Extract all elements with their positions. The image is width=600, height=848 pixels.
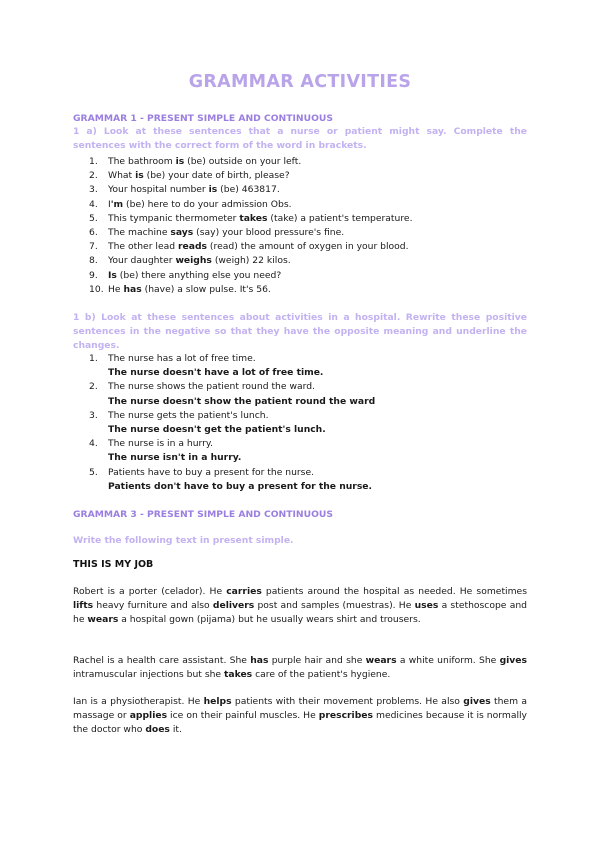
verb: does <box>145 724 170 736</box>
item-number: 3. <box>89 409 98 421</box>
item-text: I <box>108 198 111 210</box>
text-run: a stethoscope and he <box>73 600 527 626</box>
item-number: 5. <box>89 466 98 478</box>
list-item <box>73 183 533 197</box>
verb: wears <box>87 614 119 626</box>
verb: delivers <box>212 600 255 612</box>
item-text: The other lead <box>108 241 178 253</box>
item-answer: Patients don't have to buy a present for the nurse. <box>108 480 373 492</box>
item-text: Your daughter <box>108 255 176 267</box>
paragraph-ian <box>73 695 527 738</box>
verb: gives <box>463 696 491 707</box>
item-text: This tympanic thermometer <box>108 212 240 224</box>
item-text: (be) there anything else you need? <box>116 269 282 281</box>
text-run: purple hair and she <box>268 655 366 666</box>
item-text: (read) the amount of oxygen in your blood. <box>207 241 409 253</box>
item-number: 4. <box>89 438 98 450</box>
item-answer: Is <box>108 269 117 281</box>
list-item <box>73 169 533 183</box>
item-sentence: The nurse is in a hurry. <box>108 438 213 450</box>
item-answer: reads <box>178 241 208 253</box>
item-answer: The nurse doesn't have a lot of free time. <box>108 367 324 379</box>
item-text: The machine <box>108 227 171 239</box>
item-text: (be) 463817. <box>217 184 280 196</box>
text-run: post and samples (muestras). He <box>254 600 415 612</box>
item-sentence: The nurse has a lot of free time. <box>108 353 256 364</box>
item-answer: says <box>170 227 194 239</box>
grammar-3-heading: GRAMMAR 3 - PRESENT SIMPLE AND CONTINUOUS <box>73 509 333 520</box>
page-title: GRAMMAR ACTIVITIES <box>188 72 412 92</box>
item-answer: takes <box>239 212 268 224</box>
grammar-1b-list <box>73 352 533 494</box>
verb: gives <box>499 655 527 666</box>
verb: has <box>250 655 269 666</box>
item-number: 7. <box>89 241 98 253</box>
grammar-3-instruction: Write the following text in present simple. <box>73 535 294 546</box>
item-text: What <box>108 170 136 182</box>
item-sentence: Patients have to buy a present for the nurse. <box>108 466 315 478</box>
item-text: He <box>108 283 124 295</box>
item-text: (have) a slow pulse. It's 56. <box>141 283 271 295</box>
item-answer: The nurse doesn't show the patient round the ward <box>108 395 376 407</box>
list-item <box>73 155 533 169</box>
list-item <box>73 240 533 254</box>
item-answer: is <box>135 170 144 182</box>
item-number: 10. <box>89 283 104 295</box>
item-number: 9. <box>89 269 98 281</box>
verb: takes <box>224 669 253 681</box>
verb: applies <box>129 710 168 722</box>
item-sentence: The nurse gets the patient's lunch. <box>108 409 269 421</box>
item-answer: has <box>123 283 142 295</box>
item-text: The bathroom <box>108 156 176 167</box>
list-item <box>73 437 533 465</box>
list-item <box>73 226 533 240</box>
list-item <box>73 254 533 268</box>
text-run: them a massage or <box>73 696 528 722</box>
grammar-1b-instruction: 1 b) Look at these sentences about activities in a hospital. Rewrite these positive sentences in the negative so that they have the opposite meaning and underline the changes. <box>73 312 527 351</box>
verb: wears <box>365 655 397 666</box>
item-number: 3. <box>89 184 98 196</box>
list-item <box>73 198 533 212</box>
text-run: Ian is a physiotherapist. He <box>73 696 204 707</box>
item-number: 8. <box>89 255 98 267</box>
verb: prescribes <box>318 710 373 722</box>
item-number: 5. <box>89 212 98 224</box>
paragraph-rachel <box>73 654 527 682</box>
item-number: 2. <box>89 381 98 393</box>
list-item <box>73 380 533 408</box>
item-text: (be) here to do your admission Obs. <box>123 198 292 210</box>
verb: uses <box>414 600 439 612</box>
paragraph-robert <box>73 585 527 628</box>
item-number: 6. <box>89 227 98 239</box>
item-text: Your hospital number <box>108 184 209 196</box>
text-run: heavy furniture and also <box>93 600 213 612</box>
text-run: medicines because it is normally the doctor who <box>73 710 527 736</box>
text-run: Rachel is a health care assistant. She <box>73 655 251 666</box>
text-run: patients with their movement problems. He also <box>231 696 464 707</box>
item-answer: The nurse isn't in a hurry. <box>108 452 242 464</box>
item-number: 1. <box>89 353 98 364</box>
text-run: Robert is a porter (celador). He <box>73 586 227 597</box>
item-answer: is <box>208 184 218 196</box>
grammar-1a-instruction: 1 a) Look at these sentences that a nurse or patient might say. Complete the sentences with the correct form of the word in brackets. <box>73 126 527 151</box>
item-answer: weighs <box>175 255 212 267</box>
item-number: 2. <box>89 170 98 182</box>
list-item <box>73 352 533 380</box>
item-sentence: The nurse shows the patient round the ward. <box>108 381 315 393</box>
text-run: a hospital gown (pijama) but he usually wears shirt and trousers. <box>118 614 421 626</box>
text-run: a white uniform. She <box>396 655 500 666</box>
verb: helps <box>203 696 232 707</box>
item-text: (take) a patient's temperature. <box>267 212 413 224</box>
grammar-1a-list <box>73 155 533 297</box>
list-item <box>73 466 533 494</box>
text-run: intramuscular injections but she <box>73 669 224 681</box>
item-answer: The nurse doesn't get the patient's lunch. <box>108 424 326 436</box>
item-text: (be) outside on your left. <box>184 156 302 167</box>
item-text: (be) your date of birth, please? <box>143 170 290 182</box>
item-answer: is <box>175 156 185 167</box>
item-text: (weigh) 22 kilos. <box>211 255 291 267</box>
list-item <box>73 269 533 283</box>
verb: lifts <box>73 600 94 612</box>
item-number: 4. <box>89 198 98 210</box>
text-run: ice on their painful muscles. He <box>167 710 319 722</box>
list-item <box>73 212 533 226</box>
verb: carries <box>226 586 262 597</box>
list-item <box>73 283 533 297</box>
text-run: it. <box>169 724 182 736</box>
item-answer: 'm <box>110 198 124 210</box>
text-subtitle: THIS IS MY JOB <box>73 559 154 570</box>
text-run: care of the patient's hygiene. <box>252 669 391 681</box>
grammar-1-heading: GRAMMAR 1 - PRESENT SIMPLE AND CONTINUOUS <box>73 113 333 124</box>
text-run: patients around the hospital as needed. He sometimes <box>261 586 527 597</box>
item-number: 1. <box>89 156 98 167</box>
list-item <box>73 409 533 437</box>
item-text: (say) your blood pressure's fine. <box>193 227 345 239</box>
